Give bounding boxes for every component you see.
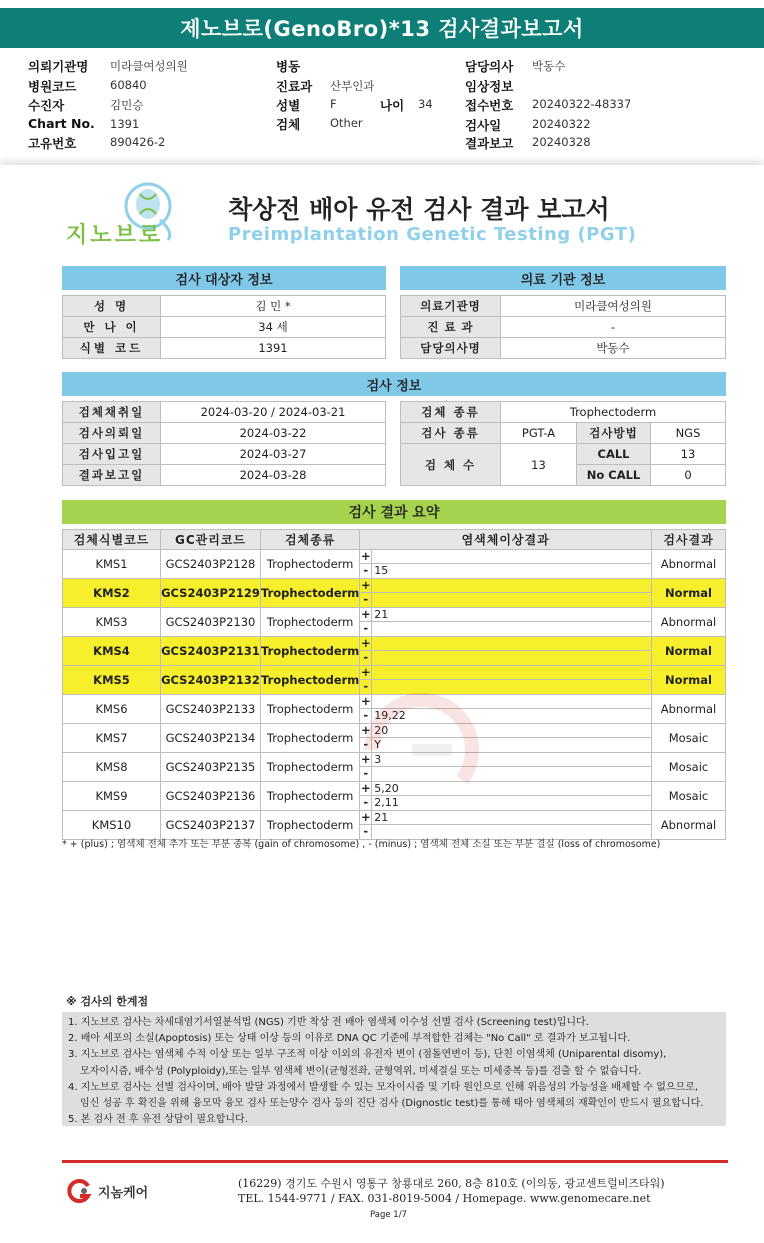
sign-cell (360, 608, 372, 637)
no-call-value: 0 (651, 465, 726, 486)
test-result-cell: Mosaic (652, 753, 726, 782)
plus-sign: + (360, 578, 371, 592)
gain-chromosomes: 20 (372, 724, 651, 738)
gc-code-cell: GCS2403P2134 (161, 724, 261, 753)
gc-code-cell: GCS2403P2135 (161, 753, 261, 782)
test-info-label: 검사입고일 (63, 444, 161, 465)
minus-sign: - (363, 563, 369, 577)
subject-info-heading: 검사 대상자 정보 (62, 266, 386, 290)
header-label: 성별 (276, 98, 301, 113)
specimen-id-cell: KMS5 (63, 666, 161, 695)
gc-code-cell: GCS2403P2130 (161, 608, 261, 637)
header-value: 60840 (110, 78, 147, 92)
gc-code-cell: GCS2403P2129 (161, 579, 261, 608)
specimen-type-value: Trophectoderm (501, 402, 726, 423)
header-label: 병동 (276, 59, 301, 74)
limitation-item: 5. 본 검사 전 후 유전 상담이 필요합니다. (68, 1114, 248, 1126)
limitation-item: 2. 배아 세포의 소실(Apoptosis) 또는 상태 이상 등의 이유로 DNA QC 기준에 부적합한 검체는 "No Call" 로 결과가 보고됩니다. (68, 1033, 631, 1045)
gain-chromosomes (372, 579, 651, 593)
header-label: 담당의사 (465, 59, 514, 74)
genomecare-logo-icon (66, 1178, 94, 1204)
table-row (63, 550, 726, 579)
table-row (63, 608, 726, 637)
sign-cell (360, 579, 372, 608)
specimen-count-value: 13 (501, 444, 577, 486)
plus-sign: + (360, 723, 371, 737)
header-label: 수진자 (28, 98, 65, 113)
subject-value: 김 민 * (161, 296, 386, 317)
plus-sign: + (360, 694, 371, 708)
institution-value: - (501, 317, 726, 338)
specimen-type-cell: Trophectoderm (261, 753, 360, 782)
institution-value: 미라클여성의원 (501, 296, 726, 317)
gc-code-cell: GCS2403P2133 (161, 695, 261, 724)
subject-value: 1391 (161, 338, 386, 359)
gain-chromosomes: 3 (372, 753, 651, 767)
call-value: 13 (651, 444, 726, 465)
specimen-type-cell: Trophectoderm (261, 782, 360, 811)
minus-sign: - (363, 621, 369, 635)
gc-code-cell: GCS2403P2131 (161, 637, 261, 666)
banner-title: 제노브로(GenoBro)*13 검사결과보고서 (180, 17, 584, 41)
institution-label: 담당의사명 (401, 338, 501, 359)
genomecare-logo-text: 지놈케어 (98, 1185, 149, 1201)
header-label: 결과보고 (465, 136, 514, 151)
gain-chromosomes (372, 666, 651, 680)
specimen-type-cell: Trophectoderm (261, 724, 360, 753)
subject-label: 성 명 (63, 296, 161, 317)
header-value: 890426-2 (110, 135, 166, 149)
subject-info-table (62, 295, 386, 359)
test-type-label: 검사 종류 (401, 423, 501, 444)
header-label: 검사일 (465, 118, 502, 133)
header-value: 20240322 (532, 117, 591, 131)
specimen-count-label: 검 체 수 (401, 444, 501, 486)
test-result-cell: Normal (652, 666, 726, 695)
loss-chromosomes: 19,22 (374, 709, 406, 722)
subject-label: 만 나 이 (63, 317, 161, 338)
header-label: 검체 (276, 117, 301, 132)
test-info-value: 2024-03-22 (161, 423, 386, 444)
header-value: 박동수 (532, 59, 566, 73)
limitations-box (62, 1012, 726, 1126)
header-label: 임상정보 (465, 79, 514, 94)
test-result-cell: Mosaic (652, 724, 726, 753)
plus-sign: + (360, 607, 371, 621)
loss-chromosomes: Y (374, 738, 382, 751)
test-result-cell: Abnormal (652, 608, 726, 637)
contact-line: TEL. 1544-9771 / FAX. 031-8019-5004 / Homepage. www.genomecare.net (238, 1192, 651, 1205)
subject-label: 식별 코드 (63, 338, 161, 359)
col-header: 염색체이상결과 (360, 530, 652, 550)
minus-sign: - (363, 795, 369, 809)
specimen-id-cell: KMS1 (63, 550, 161, 579)
header-value: 34 (418, 97, 433, 111)
chromosome-result-cell (372, 608, 652, 637)
header-label: 진료과 (276, 79, 313, 94)
genomecare-logo (66, 1178, 148, 1204)
gain-chromosomes: 21 (372, 811, 651, 825)
test-result-cell: Normal (652, 579, 726, 608)
header-value: 미라클여성의원 (110, 59, 188, 73)
header-label: Chart No. (28, 116, 95, 131)
test-info-left-table (62, 401, 386, 486)
plus-sign: + (360, 636, 371, 650)
specimen-id-cell: KMS8 (63, 753, 161, 782)
limitation-item: 1. 지노브로 검사는 차세대염기서열분석법 (NGS) 기반 착상 전 배아 염색체 이수성 선별 검사 (Screening test)입니다. (68, 1017, 589, 1028)
test-info-value: 2024-03-28 (161, 465, 386, 486)
gain-chromosomes (372, 550, 651, 564)
sign-cell (360, 637, 372, 666)
loss-chromosomes: 2,11 (374, 796, 399, 809)
result-summary-heading: 검사 결과 요약 (62, 500, 726, 524)
specimen-type-cell: Trophectoderm (261, 608, 360, 637)
test-type-value: PGT-A (501, 423, 577, 444)
test-result-cell: Abnormal (652, 811, 726, 840)
report-banner (0, 8, 764, 48)
header-value: 산부인과 (330, 79, 375, 93)
limitations-title: ※ 검사의 한계점 (66, 995, 149, 1008)
header-label: 병원코드 (28, 79, 77, 94)
institution-info-heading: 의료 기관 정보 (400, 266, 726, 290)
header-label: 고유번호 (28, 136, 77, 151)
specimen-type-cell: Trophectoderm (261, 666, 360, 695)
header-value: 20240322-48337 (532, 97, 632, 111)
specimen-id-cell: KMS3 (63, 608, 161, 637)
genobro-logo-text: 지노브로 (66, 223, 164, 248)
specimen-id-cell: KMS9 (63, 782, 161, 811)
page-number: Page 1/7 (370, 1210, 407, 1220)
limitation-item: 모자이시즘, 배수성 (Polyploidy),또는 일부 염색체 변이(균형전좌, 균형역위, 미세결실 또는 미세중복 등)를 검출 할 수 없습니다. (80, 1065, 642, 1077)
institution-label: 진 료 과 (401, 317, 501, 338)
col-header: 검사결과 (652, 530, 726, 550)
report-title: 착상전 배아 유전 검사 결과 보고서 (228, 195, 610, 224)
col-header: GC관리코드 (161, 530, 261, 550)
minus-sign: - (363, 737, 369, 751)
limitation-item: 임신 성공 후 확진을 위해 융모막 융모 검사 또는양수 검사 등의 진단 검사 (Dignostic test)를 통해 태아 염색체의 재확인이 반드시 필요합니다. (80, 1098, 704, 1110)
gc-code-cell: GCS2403P2128 (161, 550, 261, 579)
header-value: F (330, 97, 337, 111)
loss-chromosomes (372, 593, 651, 607)
sign-cell (360, 550, 372, 579)
header-value: 20240328 (532, 135, 591, 149)
test-info-right-table (400, 401, 726, 486)
specimen-id-cell: KMS10 (63, 811, 161, 840)
specimen-type-cell: Trophectoderm (261, 811, 360, 840)
gain-chromosomes: 21 (372, 608, 651, 622)
institution-info-table (400, 295, 726, 359)
institution-value: 박동수 (501, 338, 726, 359)
plus-sign: + (360, 810, 371, 824)
specimen-type-label: 검체 종류 (401, 402, 501, 423)
header-value: 1391 (110, 117, 140, 131)
header-value: Other (330, 116, 363, 130)
institution-label: 의료기관명 (401, 296, 501, 317)
minus-sign: - (363, 650, 369, 664)
test-result-cell: Abnormal (652, 695, 726, 724)
test-info-value: 2024-03-20 / 2024-03-21 (161, 402, 386, 423)
gain-chromosomes: 5,20 (372, 782, 651, 796)
footer-divider (62, 1160, 728, 1163)
summary-footnote: * + (plus) ; 염색체 전체 추가 또는 부분 중복 (gain of chromosome) , - (minus) ; 염색체 전체 소실 또는 부분 결실 (loss of chromosome) (62, 839, 661, 850)
chromosome-result-cell (372, 637, 652, 666)
minus-sign: - (363, 766, 369, 780)
gc-code-cell: GCS2403P2132 (161, 666, 261, 695)
specimen-id-cell: KMS4 (63, 637, 161, 666)
plus-sign: + (360, 549, 371, 563)
header-value: 김민승 (110, 98, 144, 112)
chromosome-result-cell (372, 579, 652, 608)
header-label: 나이 (380, 98, 405, 113)
test-info-label: 결과보고일 (63, 465, 161, 486)
table-row (63, 637, 726, 666)
loss-chromosomes (372, 651, 651, 665)
limitation-item: 3. 지노브로 검사는 염색체 수적 이상 또는 일부 구조적 이상 이외의 유전자 변이 (점돌연변이 등), 단친 이염색체 (Uniparental disomy), (68, 1049, 667, 1061)
limitation-item: 4. 지노브로 검사는 선별 검사이며, 배아 발달 과정에서 발생할 수 있는 모자이시즘 및 기타 원인으로 인해 위음성의 가능성을 배제할 수 없으므로, (68, 1081, 699, 1093)
no-call-label: No CALL (577, 465, 651, 486)
specimen-type-cell: Trophectoderm (261, 695, 360, 724)
specimen-type-cell: Trophectoderm (261, 637, 360, 666)
subject-value: 34 세 (161, 317, 386, 338)
plus-sign: + (360, 665, 371, 679)
specimen-id-cell: KMS7 (63, 724, 161, 753)
minus-sign: - (363, 679, 369, 693)
test-result-cell: Normal (652, 637, 726, 666)
test-result-cell: Abnormal (652, 550, 726, 579)
gc-code-cell: GCS2403P2137 (161, 811, 261, 840)
footer-address (238, 1176, 665, 1206)
plus-sign: + (360, 752, 371, 766)
loss-chromosomes: 15 (374, 564, 389, 577)
chromosome-result-cell (372, 550, 652, 579)
specimen-id-cell: KMS2 (63, 579, 161, 608)
genomecare-watermark-icon (352, 690, 512, 820)
col-header: 검체식별코드 (63, 530, 161, 550)
minus-sign: - (363, 824, 369, 838)
plus-sign: + (360, 781, 371, 795)
specimen-type-cell: Trophectoderm (261, 550, 360, 579)
header-label: 의뢰기관명 (28, 59, 89, 74)
gain-chromosomes (372, 637, 651, 651)
minus-sign: - (363, 592, 369, 606)
loss-chromosomes (372, 622, 651, 636)
test-info-label: 검체채취일 (63, 402, 161, 423)
address-line: (16229) 경기도 수원시 영통구 창룡대로 260, 8층 810호 (이의동, 광교센트럴비즈타워) (238, 1177, 665, 1190)
test-info-value: 2024-03-27 (161, 444, 386, 465)
test-method-value: NGS (651, 423, 726, 444)
table-row (63, 579, 726, 608)
specimen-id-cell: KMS6 (63, 695, 161, 724)
gc-code-cell: GCS2403P2136 (161, 782, 261, 811)
test-result-cell: Mosaic (652, 782, 726, 811)
header-label: 접수번호 (465, 98, 514, 113)
report-subtitle: Preimplantation Genetic Testing (PGT) (228, 224, 637, 245)
col-header: 검체종류 (261, 530, 360, 550)
test-info-label: 검사의뢰일 (63, 423, 161, 444)
test-info-heading: 검사 정보 (62, 372, 726, 396)
call-label: CALL (577, 444, 651, 465)
specimen-type-cell: Trophectoderm (261, 579, 360, 608)
test-method-label: 검사방법 (577, 423, 651, 444)
minus-sign: - (363, 708, 369, 722)
